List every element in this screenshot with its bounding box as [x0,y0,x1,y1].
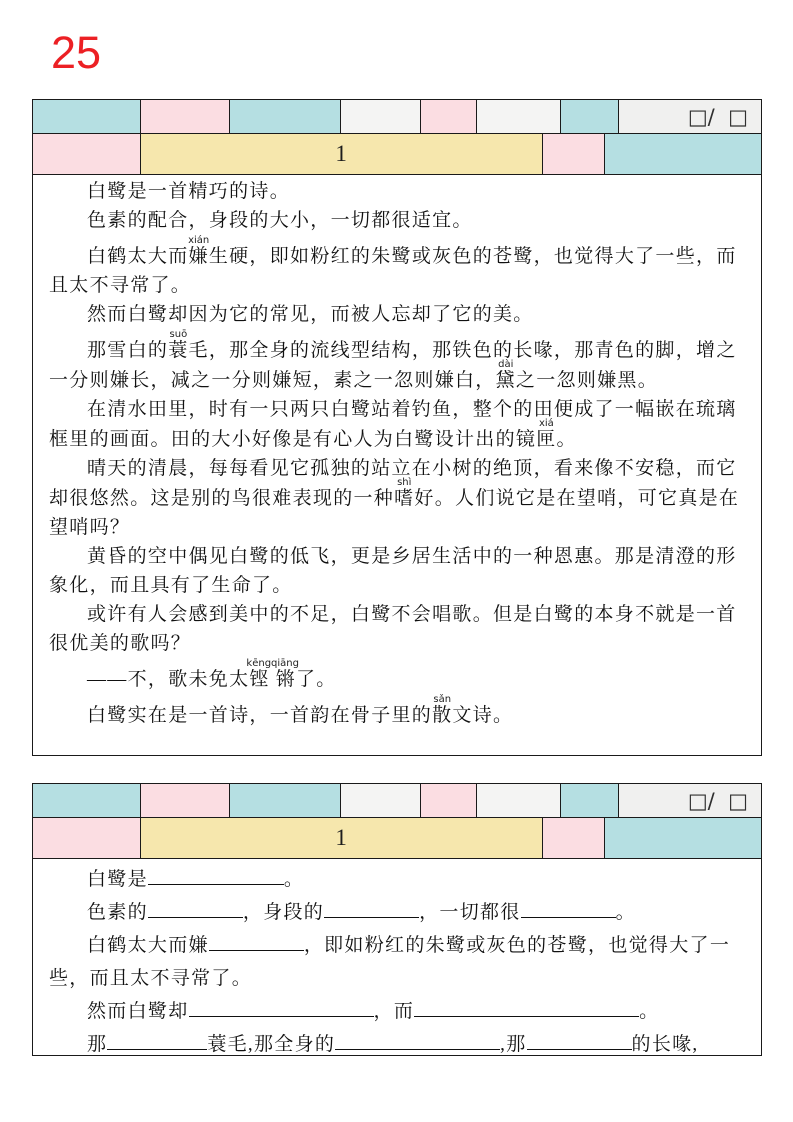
paragraph [49,896,745,929]
color-block-teal [561,784,619,817]
text-run: 的长喙, [631,1034,699,1055]
text-run: ，一切都很 [419,902,521,923]
color-block-teal [33,100,141,133]
text-run: 白鹤太大而 [87,246,189,267]
text-run: 白鹤太大而嫌 [87,935,209,956]
text-run: 然而白鹭却因为它的常见，而被人忘却了它的美。 [87,304,534,325]
text-run: 黄昏的空中偶见白鹭的低飞，更是乡居生活中的一种恩惠。那是清澄的形象化，而且具有了生命了。 [49,546,737,596]
color-block-pink [543,818,606,858]
pinyin-annotated-char: 嫌xián [188,235,210,267]
text-run: 或许有人会感到美中的不足，白鹭不会唱歌。但是白鹭的本身不就是一首很优美的歌吗？ [49,604,737,654]
text-run: 。 [639,1001,660,1022]
paragraph [49,929,745,995]
text-run: 在清水田里，时有一只两只白鹭站着钓鱼，整个的田便成了一幅嵌在琉璃框里的画面。田的大小好像是有心人为白鹭设计出的镜 [49,399,737,450]
text-run: 那雪白的 [87,340,169,361]
paragraph [49,600,745,658]
header-color-strip [33,100,761,134]
blank-line [324,899,419,918]
paragraph [49,329,745,395]
paragraph [49,995,745,1028]
text-run: ，身段的 [242,902,325,923]
text-run: 色素的配合，身段的大小，一切都很适宜。 [87,210,473,231]
paragraph [49,863,745,896]
color-block-pink [33,134,141,174]
blank-line [107,1031,207,1050]
pinyin-annotated-char: 铿锵kēngqiāng [246,658,299,690]
blank-line [335,1031,500,1050]
text-run: 。 [283,869,305,890]
color-block-pink [421,100,477,133]
blank-line [209,932,304,951]
color-block-teal [230,100,341,133]
blank-line [189,998,374,1017]
paragraph [49,395,745,454]
text-run: 色素的 [87,902,148,923]
color-block-light [341,784,421,817]
text-run: 文诗。 [452,705,514,726]
paragraph [49,235,745,300]
blank-line [527,1031,632,1050]
text-run: 。 [615,902,636,923]
text-run: 然而白鹭却 [87,1001,189,1022]
paragraph [49,177,745,206]
text-run: 白鹭是一首精巧的诗。 [87,181,291,202]
blank-line [414,998,639,1017]
color-block-teal [605,134,761,174]
paragraph [49,206,745,235]
paragraph [49,542,745,600]
color-block-pink [543,134,606,174]
blank-line [521,899,616,918]
pinyin-annotated-char: 蓑suō [168,329,189,361]
header-lesson-strip [33,134,761,175]
color-block-pink [33,818,141,858]
score-boxes: □/ □ [619,100,761,133]
pinyin-annotated-char: 嗜shì [394,477,415,509]
fill-in-blank-text [33,859,761,1055]
text-run: 之一忽则嫌黑。 [515,370,659,391]
color-block-pink [141,100,230,133]
pinyin-annotated-char: 散sǎn [432,694,453,726]
text-run: 生硬，即如粉红的朱鹭或灰色的苍鹭，也觉得大了一些，而且太不寻常了。 [49,246,737,296]
text-run: 。 [556,429,577,450]
pinyin-annotated-char: 匣xiá [536,418,557,450]
fill-in-blank-card [32,783,762,1056]
text-run: ,那 [500,1034,527,1055]
color-block-teal [230,784,341,817]
text-run: 白鹭是 [87,869,148,890]
color-block-teal [33,784,141,817]
text-run: ——不，歌未免太 [87,669,250,690]
color-block-pink [421,784,477,817]
paragraph [49,1028,745,1055]
text-run: 好。人们说它是在望哨，可它真是在望哨吗？ [49,488,740,538]
essay-text [33,175,761,755]
color-block-teal [605,818,761,858]
text-run: 蓑毛,那全身的 [207,1034,336,1055]
color-block-light [477,784,561,817]
text-run: ，而 [373,1001,415,1022]
text-run: ，即如粉红的朱鹭或灰色的苍鹭，也觉得大了一些，而且太不寻常了。 [49,935,731,989]
paragraph [49,694,745,730]
text-run: 那 [87,1034,108,1055]
header-lesson-strip [33,818,761,859]
page-number: 25 [51,27,102,78]
blank-line [148,899,243,918]
color-block-pink [141,784,230,817]
score-boxes: □/ □ [619,784,761,817]
header-color-strip [33,784,761,818]
paragraph [49,454,745,542]
reading-text-card [32,99,762,756]
lesson-number: 1 [141,818,543,858]
color-block-light [341,100,421,133]
text-run: 了。 [296,669,337,690]
lesson-number: 1 [141,134,543,174]
color-block-light [477,100,561,133]
text-run: 毛，那全身的流线型结构，那铁色的长喙，那青色的脚，增之一分则嫌长，减之一分则嫌短，素之一忽则嫌白， [49,340,737,391]
blank-line [148,866,284,885]
text-run: 白鹭实在是一首诗，一首韵在骨子里的 [87,705,433,726]
pinyin-annotated-char: 黛dài [495,359,516,391]
paragraph [49,300,745,329]
color-block-teal [561,100,619,133]
text-run: 晴天的清晨，每每看见它孤独的站立在小树的绝顶，看来像不安稳，而它却很悠然。这是别的鸟很难表现的一种 [49,458,737,509]
paragraph [49,658,745,694]
